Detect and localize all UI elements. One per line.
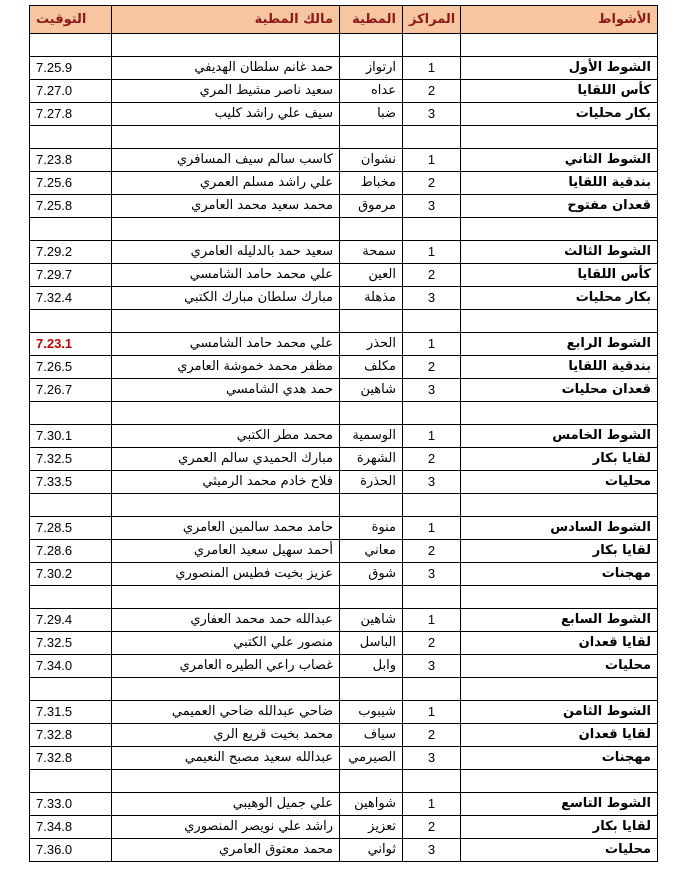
time-cell: 7.29.7 (30, 264, 112, 287)
empty-cell (461, 126, 658, 149)
owner-cell: حمد هدي الشامسي (112, 379, 340, 402)
owner-cell: محمد معتوق العامري (112, 839, 340, 862)
position-cell: 3 (403, 471, 461, 494)
camel-cell: الصيرمي (340, 747, 403, 770)
owner-cell: راشد علي نويصر المنصوري (112, 816, 340, 839)
table-row (30, 609, 658, 632)
round-label-cell: الشوط الخامس (461, 425, 658, 448)
table-row (30, 379, 658, 402)
spacer-row (30, 402, 658, 425)
spacer-row (30, 494, 658, 517)
time-cell: 7.27.0 (30, 80, 112, 103)
camel-cell: شوق (340, 563, 403, 586)
time-cell: 7.25.9 (30, 57, 112, 80)
position-cell: 1 (403, 517, 461, 540)
empty-cell (112, 770, 340, 793)
spacer-row (30, 310, 658, 333)
empty-cell (461, 770, 658, 793)
owner-cell: سيف علي راشد كليب (112, 103, 340, 126)
camel-cell: شاهين (340, 379, 403, 402)
table-row (30, 287, 658, 310)
round-label-cell: الشوط الرابع (461, 333, 658, 356)
empty-cell (30, 770, 112, 793)
round-label-cell: الشوط السادس (461, 517, 658, 540)
camel-cell: الشهرة (340, 448, 403, 471)
position-cell: 1 (403, 793, 461, 816)
owner-cell: مبارك سلطان مبارك الكتبي (112, 287, 340, 310)
race-results-table (29, 5, 658, 862)
table-row (30, 333, 658, 356)
owner-cell: سعيد ناصر مشيط المري (112, 80, 340, 103)
time-cell: 7.31.5 (30, 701, 112, 724)
owner-cell: عزيز بخيت فطيس المنصوري (112, 563, 340, 586)
empty-cell (461, 310, 658, 333)
spacer-row (30, 770, 658, 793)
owner-cell: ضاحي عبدالله ضاحي العميمي (112, 701, 340, 724)
camel-cell: ثواني (340, 839, 403, 862)
empty-cell (112, 126, 340, 149)
table-row (30, 448, 658, 471)
empty-cell (461, 218, 658, 241)
empty-cell (340, 126, 403, 149)
time-cell: 7.32.5 (30, 448, 112, 471)
empty-cell (461, 34, 658, 57)
empty-cell (403, 494, 461, 517)
camel-cell: ارتواز (340, 57, 403, 80)
empty-cell (112, 310, 340, 333)
camel-cell: معاني (340, 540, 403, 563)
empty-cell (340, 218, 403, 241)
header-position: المراكز (403, 6, 461, 34)
empty-cell (112, 494, 340, 517)
empty-cell (112, 34, 340, 57)
table-row (30, 172, 658, 195)
spacer-row (30, 218, 658, 241)
owner-cell: علي راشد مسلم العمري (112, 172, 340, 195)
camel-cell: الحذرة (340, 471, 403, 494)
owner-cell: فلاح خادم محمد الرميثي (112, 471, 340, 494)
time-cell: 7.34.0 (30, 655, 112, 678)
position-cell: 1 (403, 57, 461, 80)
empty-cell (112, 586, 340, 609)
position-cell: 3 (403, 655, 461, 678)
round-label-cell: مهجنات (461, 747, 658, 770)
spacer-row (30, 34, 658, 57)
empty-cell (112, 678, 340, 701)
empty-cell (461, 678, 658, 701)
camel-cell: العين (340, 264, 403, 287)
camel-cell: تعزيز (340, 816, 403, 839)
header-row (30, 6, 658, 34)
time-cell: 7.25.6 (30, 172, 112, 195)
round-label-cell: بكار محليات (461, 287, 658, 310)
owner-cell: محمد مطر الكتبي (112, 425, 340, 448)
position-cell: 1 (403, 241, 461, 264)
empty-cell (30, 402, 112, 425)
time-cell: 7.36.0 (30, 839, 112, 862)
empty-cell (340, 678, 403, 701)
round-label-cell: الشوط الأول (461, 57, 658, 80)
empty-cell (30, 678, 112, 701)
round-label-cell: بكار محليات (461, 103, 658, 126)
camel-cell: سياف (340, 724, 403, 747)
table-row (30, 149, 658, 172)
empty-cell (403, 770, 461, 793)
camel-cell: وابل (340, 655, 403, 678)
time-cell: 7.33.0 (30, 793, 112, 816)
round-label-cell: محليات (461, 839, 658, 862)
position-cell: 2 (403, 540, 461, 563)
position-cell: 3 (403, 195, 461, 218)
round-label-cell: محليات (461, 655, 658, 678)
header-time: التوقيت (30, 6, 112, 34)
owner-cell: علي محمد حامد الشامسي (112, 264, 340, 287)
table-row (30, 517, 658, 540)
empty-cell (403, 310, 461, 333)
table-row (30, 563, 658, 586)
owner-cell: محمد سعيد محمد العامري (112, 195, 340, 218)
time-cell: 7.23.1 (30, 333, 112, 356)
empty-cell (461, 402, 658, 425)
position-cell: 1 (403, 333, 461, 356)
camel-cell: مخباط (340, 172, 403, 195)
camel-cell: الوسمية (340, 425, 403, 448)
table-row (30, 655, 658, 678)
time-cell: 7.30.1 (30, 425, 112, 448)
time-cell: 7.23.8 (30, 149, 112, 172)
round-label-cell: قعدان محليات (461, 379, 658, 402)
table-row (30, 471, 658, 494)
time-cell: 7.29.2 (30, 241, 112, 264)
round-label-cell: لقايا قعدان (461, 724, 658, 747)
round-label-cell: بندقية اللقايا (461, 356, 658, 379)
position-cell: 3 (403, 287, 461, 310)
empty-cell (30, 34, 112, 57)
empty-cell (340, 494, 403, 517)
camel-cell: عداه (340, 80, 403, 103)
time-cell: 7.34.8 (30, 816, 112, 839)
spacer-row (30, 678, 658, 701)
table-row (30, 540, 658, 563)
round-label-cell: الشوط التاسع (461, 793, 658, 816)
position-cell: 1 (403, 425, 461, 448)
owner-cell: علي محمد حامد الشامسي (112, 333, 340, 356)
empty-cell (403, 126, 461, 149)
round-label-cell: لقايا بكار (461, 540, 658, 563)
position-cell: 1 (403, 609, 461, 632)
table-row (30, 264, 658, 287)
camel-cell: نشوان (340, 149, 403, 172)
table-body (30, 6, 658, 862)
camel-cell: مكلف (340, 356, 403, 379)
time-cell: 7.32.5 (30, 632, 112, 655)
round-label-cell: كأس اللقايا (461, 80, 658, 103)
position-cell: 2 (403, 80, 461, 103)
round-label-cell: لقايا بكار (461, 448, 658, 471)
table-row (30, 195, 658, 218)
round-label-cell: محليات (461, 471, 658, 494)
time-cell: 7.32.8 (30, 747, 112, 770)
time-cell: 7.28.6 (30, 540, 112, 563)
position-cell: 3 (403, 563, 461, 586)
position-cell: 2 (403, 724, 461, 747)
position-cell: 1 (403, 149, 461, 172)
table-row (30, 793, 658, 816)
round-label-cell: الشوط الثامن (461, 701, 658, 724)
table-row (30, 80, 658, 103)
empty-cell (30, 218, 112, 241)
time-cell: 7.33.5 (30, 471, 112, 494)
spacer-row (30, 586, 658, 609)
time-cell: 7.27.8 (30, 103, 112, 126)
camel-cell: الباسل (340, 632, 403, 655)
owner-cell: سعيد حمد بالدليله العامري (112, 241, 340, 264)
camel-cell: سمحة (340, 241, 403, 264)
position-cell: 2 (403, 448, 461, 471)
empty-cell (403, 34, 461, 57)
owner-cell: علي جميل الوهيبي (112, 793, 340, 816)
owner-cell: عبدالله سعيد مصبح النعيمي (112, 747, 340, 770)
time-cell: 7.28.5 (30, 517, 112, 540)
table-row (30, 701, 658, 724)
time-cell: 7.26.5 (30, 356, 112, 379)
round-label-cell: مهجنات (461, 563, 658, 586)
header-owner: مالك المطية (112, 6, 340, 34)
round-label-cell: لقايا بكار (461, 816, 658, 839)
camel-cell: مذهلة (340, 287, 403, 310)
camel-cell: شيبوب (340, 701, 403, 724)
owner-cell: عبدالله حمد محمد العفاري (112, 609, 340, 632)
empty-cell (30, 310, 112, 333)
time-cell: 7.32.8 (30, 724, 112, 747)
time-cell: 7.30.2 (30, 563, 112, 586)
position-cell: 2 (403, 264, 461, 287)
position-cell: 2 (403, 632, 461, 655)
camel-cell: شاهين (340, 609, 403, 632)
time-cell: 7.29.4 (30, 609, 112, 632)
camel-cell: الحذر (340, 333, 403, 356)
empty-cell (340, 586, 403, 609)
spacer-row (30, 126, 658, 149)
camel-cell: شواهين (340, 793, 403, 816)
header-round: الأشواط (461, 6, 658, 34)
owner-cell: منصور علي الكتبي (112, 632, 340, 655)
position-cell: 2 (403, 356, 461, 379)
position-cell: 2 (403, 816, 461, 839)
time-cell: 7.32.4 (30, 287, 112, 310)
empty-cell (30, 494, 112, 517)
table-row (30, 241, 658, 264)
round-label-cell: بندقية اللقايا (461, 172, 658, 195)
table-row (30, 724, 658, 747)
time-cell: 7.26.7 (30, 379, 112, 402)
position-cell: 2 (403, 172, 461, 195)
table-row (30, 632, 658, 655)
position-cell: 3 (403, 747, 461, 770)
round-label-cell: لقايا قعدان (461, 632, 658, 655)
header-camel: المطية (340, 6, 403, 34)
round-label-cell: الشوط الثالث (461, 241, 658, 264)
empty-cell (340, 34, 403, 57)
table-row (30, 356, 658, 379)
empty-cell (112, 402, 340, 425)
camel-cell: منوة (340, 517, 403, 540)
empty-cell (30, 586, 112, 609)
empty-cell (340, 402, 403, 425)
empty-cell (340, 310, 403, 333)
empty-cell (403, 678, 461, 701)
owner-cell: غصاب راعي الطيره العامري (112, 655, 340, 678)
empty-cell (112, 218, 340, 241)
owner-cell: محمد بخيت قريع الري (112, 724, 340, 747)
round-label-cell: الشوط السابع (461, 609, 658, 632)
camel-cell: مرموق (340, 195, 403, 218)
table-row (30, 103, 658, 126)
empty-cell (461, 586, 658, 609)
owner-cell: مبارك الحميدي سالم العمري (112, 448, 340, 471)
position-cell: 3 (403, 839, 461, 862)
empty-cell (403, 218, 461, 241)
owner-cell: حمد غانم سلطان الهديفي (112, 57, 340, 80)
empty-cell (403, 586, 461, 609)
round-label-cell: الشوط الثاني (461, 149, 658, 172)
position-cell: 3 (403, 379, 461, 402)
table-row (30, 747, 658, 770)
table-row (30, 57, 658, 80)
owner-cell: أحمد سهيل سعيد العامري (112, 540, 340, 563)
empty-cell (403, 402, 461, 425)
empty-cell (30, 126, 112, 149)
table-row (30, 839, 658, 862)
owner-cell: حامد محمد سالمين العامري (112, 517, 340, 540)
table-row (30, 425, 658, 448)
time-cell: 7.25.8 (30, 195, 112, 218)
camel-cell: ضبا (340, 103, 403, 126)
round-label-cell: قعدان مفتوح (461, 195, 658, 218)
table-row (30, 816, 658, 839)
round-label-cell: كأس اللقايا (461, 264, 658, 287)
owner-cell: كاسب سالم سيف المسافري (112, 149, 340, 172)
empty-cell (461, 494, 658, 517)
position-cell: 1 (403, 701, 461, 724)
owner-cell: مظفر محمد خموشة العامري (112, 356, 340, 379)
position-cell: 3 (403, 103, 461, 126)
empty-cell (340, 770, 403, 793)
